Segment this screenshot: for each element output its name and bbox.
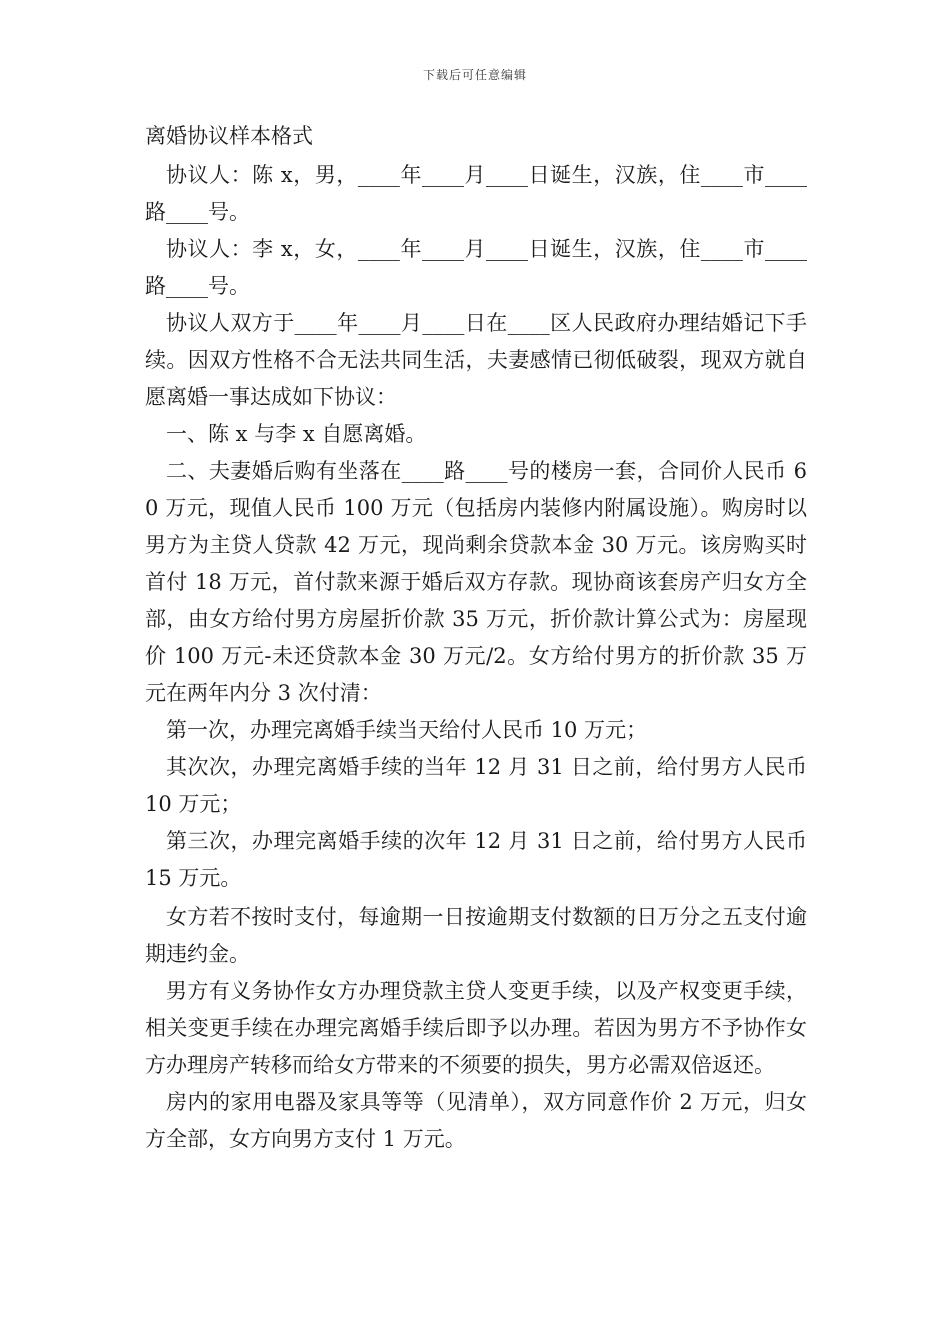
document-body [145,118,807,1158]
paragraph-party-b: 协议人：李 x，女，____年____月____日诞生，汉族，住____市____路____号。 [145,237,807,298]
paragraph-clause-1: 一、陈 x 与李 x 自愿离婚。 [166,422,427,446]
paragraph-transfer-duty: 男方有义务协作女方办理贷款主贷人变更手续，以及产权变更手续，相关变更手续在办理完离婚手续后即予以办理。若因为男方不予协作女方办理房产转移而给女方带来的不须要的损失，男方必需双倍返还。 [145,979,807,1077]
paragraph-preamble: 协议人双方于____年____月____日在____区人民政府办理结婚记下手续。因双方性格不合无法共同生活，夫妻感情已彻低破裂，现双方就自愿离婚一事达成如下协议： [145,311,807,409]
page-header: 下载后可任意编辑 [422,68,527,82]
document-title: 离婚协议样本格式 [145,124,313,148]
paragraph-penalty: 女方若不按时支付，每逾期一日按逾期支付数额的日万分之五支付逾期违约金。 [145,905,807,966]
paragraph-payment-1: 第一次，办理完离婚手续当天给付人民币 10 万元； [166,718,648,742]
paragraph-party-a: 协议人：陈 x，男，____年____月____日诞生，汉族，住____市____路____号。 [145,163,807,224]
paragraph-furniture: 房内的家用电器及家具等等（见清单），双方同意作价 2 万元，归女方全部，女方向男方支付 1 万元。 [145,1090,807,1151]
paragraph-payment-3: 第三次，办理完离婚手续的次年 12 月 31 日之前，给付男方人民币 15 万元。 [145,829,807,890]
paragraph-payment-2: 其次次，办理完离婚手续的当年 12 月 31 日之前，给付男方人民币 10 万元； [145,755,807,816]
paragraph-clause-2: 二、夫妻婚后购有坐落在____路____号的楼房一套，合同价人民币 60 万元，现值人民币 100 万元（包括房内装修内附属设施）。购房时以男方为主贷人贷款 42 万元，现尚剩余贷款本金 30 万元。该房购买时首付 18 万元，首付款来源于婚后双方存款。现协商该套房产归女方全部，由女方给付男方房屋折价款 35 万元，折价款计算公式为：房屋现价 100 万元-未还贷款本金 30 万元/2。女方给付男方的折价款 35 万元在两年内分 3 次付清： [145,459,807,705]
